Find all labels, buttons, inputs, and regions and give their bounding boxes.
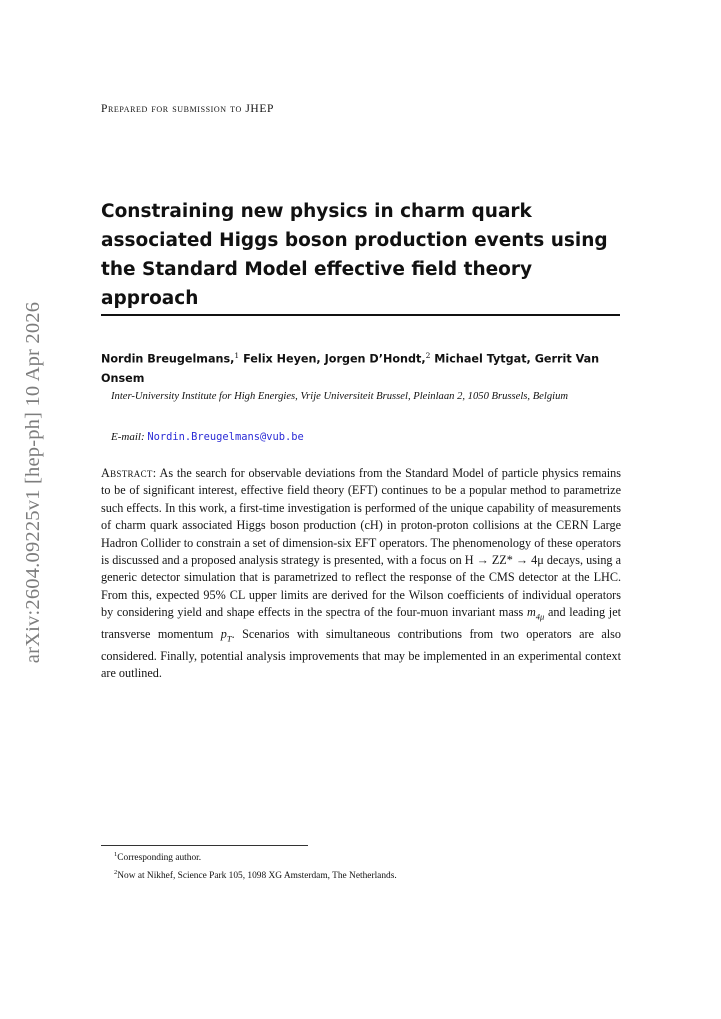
affiliation: Inter-University Institute for High Energies, Vrije Universiteit Brussel, Pleinlaan 2, 1050 Brussels, Belgium — [111, 391, 569, 402]
email-label: E-mail: — [111, 431, 145, 443]
pt-subscript: T — [226, 633, 232, 644]
submission-note-text: Prepared for submission to JHEP — [101, 103, 274, 115]
submission-note — [101, 103, 274, 115]
author-affiliation-mark: 1 — [234, 351, 240, 360]
author-list — [101, 346, 621, 388]
title-divider — [101, 314, 620, 316]
arxiv-identifier-stamp — [14, 290, 54, 675]
author-name: Michael Tytgat, — [434, 352, 531, 366]
author-affiliation-mark: 2 — [425, 351, 431, 360]
author-name: Jorgen D’Hondt, — [324, 352, 426, 366]
abstract-heading: Abstract: — [101, 466, 157, 480]
author-name: Felix Heyen, — [243, 352, 321, 366]
abstract-text-part2: and leading jet transverse momentum — [101, 605, 621, 642]
email-line — [111, 431, 304, 443]
footnote — [114, 848, 397, 866]
author-name: Gerrit Van Onsem — [101, 352, 600, 385]
email-link[interactable]: Nordin.Breugelmans@vub.be — [147, 431, 304, 443]
abstract — [101, 465, 621, 683]
abstract-text-part1: As the search for observable deviations from the Standard Model of particle physics remains to be of significant interest, effective field theory (EFT) continues to be a popular method to parametrize such effects. In this work, a first-time investigation is performed of the unique capability of measurements of charm quark associated Higgs boson production (cH) in proton-proton collisions at the CERN Large Hadron Collider to constrain a set of dimension-six EFT operators. The phenomenology of these operators is discussed and a proposed analysis strategy is presented, with a focus on H → ZZ* → 4μ decays, using a generic detector simulation that is parametrized to reflect the response of the CMS detector at the LHC. From this, expected 95% CL upper limits are derived for the Wilson coefficients of individual operators by considering yield and shape effects in the spectra of the four-muon invariant mass — [101, 466, 621, 620]
abstract-text-part3: . Scenarios with simultaneous contributions from two operators are also considered. Finally, potential analysis improvements that may be implemented in an experimental context are outlined. — [101, 627, 622, 681]
pt-symbol: p — [220, 627, 227, 642]
footnote-mark: 2 — [114, 868, 118, 876]
footnote-text: Corresponding author. — [117, 853, 202, 864]
paper-title: Constraining new physics in charm quark associated Higgs boson production events using the Standard Model effective field theory approach — [101, 201, 608, 309]
footnote-text: Now at Nikhef, Science Park 105, 1098 XG Amsterdam, The Netherlands. — [117, 870, 397, 881]
author-name: Nordin Breugelmans, — [101, 352, 235, 366]
footnote — [114, 866, 397, 884]
mass-subscript: 4μ — [535, 611, 545, 622]
footnote-divider — [101, 845, 308, 846]
arxiv-id-text: arXiv:2604.09225v1 [hep-ph] 10 Apr 2026 — [22, 301, 45, 664]
mass-symbol: m — [526, 605, 536, 620]
footnote-mark: 1 — [114, 851, 118, 858]
footnotes — [114, 848, 397, 883]
